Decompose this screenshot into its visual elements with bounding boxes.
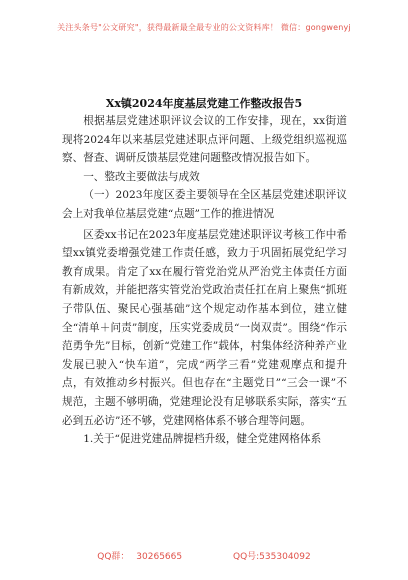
footer-contact — [0, 549, 408, 562]
paragraph-intro: 根据基层党建述职评议会议的工作安排，现在，xx街道现将2024年以来基层党建述职点评问题、上级党组织巡视巡察、督查、调研反馈基层党建问题整改情况报告如下。 — [62, 115, 347, 165]
document-title: Xx镇2024年度基层党建工作整改报告5 — [105, 97, 303, 110]
document-body — [62, 112, 347, 449]
subsection-heading-1: （一）2023年度区委主要领导在全区基层党建述职评议会上对我单位基层党建“点题”工作的推进情况 — [62, 189, 347, 220]
paragraph-item-1: 1.关于“促进党建品牌提档升级，健全党建网格体系 — [83, 433, 322, 446]
paragraph-body: 区委xx书记在2023年度基层党建述职评议考核工作中希望xx镇党委增强党建工作责任感，致力于巩固拓展党纪学习教育成果。肯定了xx在履行管党治党从严治党主体责任方面有新成效，并能把落实管党治党政治责任扛在肩上聚焦“抓班子带队伍、聚民心强基础”这个规定动作基本到位，建立健全“清单＋问责”制度，压实党委成员“一岗双责”。围绕“作示范勇争先”目标，创新“党建工作”载体，村集体经济种养产业发展已驶入“快车道”，完成“两学三看”党建观摩点和提升点，有效推动乡村振兴。但也存在“主题党日”“三会一课”不规范，主题不够明确，党建理论没有足够联系实际，落实“五必到五必访”还不够，党建网格体系不够合理等问题。 — [62, 228, 347, 427]
qq-group-text: QQ群： 30265665 — [97, 552, 183, 562]
section-heading-1: 一、整改主要做法与成效 — [83, 170, 200, 183]
qq-number-text: QQ号:535304092 — [232, 552, 311, 562]
header-banner: 关注头条号"公文研究"，获得最新最全最专业的公文资料库！ 微信：gongwenyj — [57, 23, 351, 32]
